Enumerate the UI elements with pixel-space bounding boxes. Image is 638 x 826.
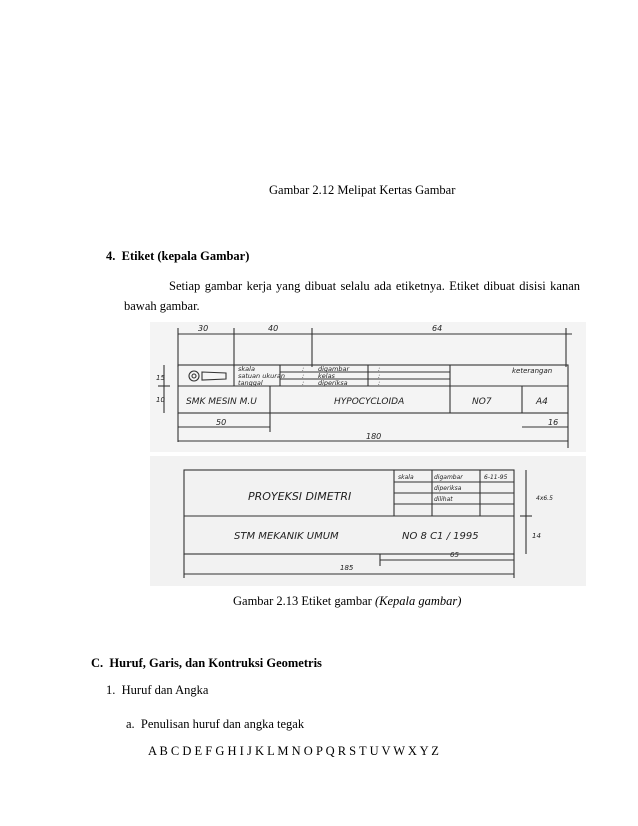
title-block-drawing-1 — [150, 322, 586, 452]
dim-10: 10 — [156, 396, 165, 404]
label2-skala: skala — [398, 474, 414, 481]
dim-64: 64 — [432, 324, 443, 333]
colon-6: : — [378, 379, 381, 387]
label-satuan-ukuran: satuan ukuran — [238, 372, 285, 380]
figure-caption-2-13 — [233, 594, 461, 609]
label2-digambar: digambar — [434, 474, 463, 481]
label-skala: skala — [238, 365, 255, 373]
section-c-heading: C. Huruf, Garis, dan Kontruksi Geometris — [91, 656, 322, 670]
title-block-1-svg — [150, 322, 586, 452]
title-block-drawing-2 — [150, 456, 586, 586]
caption-text: Gambar 2.13 Etiket gambar — [233, 594, 375, 608]
date-value: 6-11-95 — [484, 474, 508, 481]
dim-180: 180 — [366, 432, 382, 441]
label-digambar: digambar — [318, 365, 350, 373]
section-4-paragraph — [124, 276, 580, 316]
paragraph-line-1: Setiap gambar kerja yang dibuat selalu ada etiketnya. Etiket dibuat disisi kanan — [169, 279, 580, 293]
label-keterangan: keterangan — [512, 367, 553, 375]
dim-4x6-5: 4x6.5 — [536, 495, 553, 502]
drawing-number-1: NO7 — [472, 397, 492, 407]
alphabet-line: A B C D E F G H I J K L M N O P Q R S T U V W X Y Z — [148, 744, 439, 758]
label-tanggal: tanggal — [238, 379, 263, 387]
dim-15: 15 — [156, 374, 165, 382]
item-1-heading: 1. Huruf dan Angka — [106, 683, 209, 697]
label-diperiksa: diperiksa — [318, 379, 348, 387]
colon-5: : — [378, 372, 381, 380]
figure-caption-2-12: Gambar 2.12 Melipat Kertas Gambar — [269, 183, 456, 197]
colon-4: : — [378, 365, 381, 373]
title-block-2-svg — [150, 456, 586, 586]
dim-14: 14 — [532, 532, 541, 540]
item-a-heading: a. Penulisan huruf dan angka tegak — [126, 717, 305, 731]
label-kelas: kelas — [318, 372, 335, 380]
colon-2: : — [302, 372, 305, 380]
paragraph-line-2: bawah gambar. — [124, 299, 200, 313]
drawing-title-2: PROYEKSI DIMETRI — [248, 490, 352, 503]
dim-30: 30 — [198, 324, 209, 333]
dim-65: 65 — [450, 551, 459, 559]
drawing-title-1: HYPOCYCLOIDA — [334, 397, 405, 407]
dim-50: 50 — [216, 418, 227, 427]
colon-3: : — [302, 379, 305, 387]
school-name-1: SMK MESIN M.U — [186, 397, 257, 407]
drawing-number-2: NO 8 C1 / 1995 — [402, 531, 479, 542]
caption-italic: (Kepala gambar) — [374, 594, 462, 608]
section-4-heading: 4. Etiket (kepala Gambar) — [106, 249, 250, 263]
dim-40: 40 — [268, 324, 279, 333]
school-name-2: STM MEKANIK UMUM — [234, 531, 339, 542]
colon-1: : — [302, 365, 305, 373]
dim-185: 185 — [340, 564, 354, 572]
paper-size: A4 — [536, 397, 548, 407]
label2-dilihat: dilihat — [434, 496, 453, 503]
dim-16: 16 — [548, 418, 559, 427]
label2-diperiksa: diperiksa — [434, 485, 462, 492]
